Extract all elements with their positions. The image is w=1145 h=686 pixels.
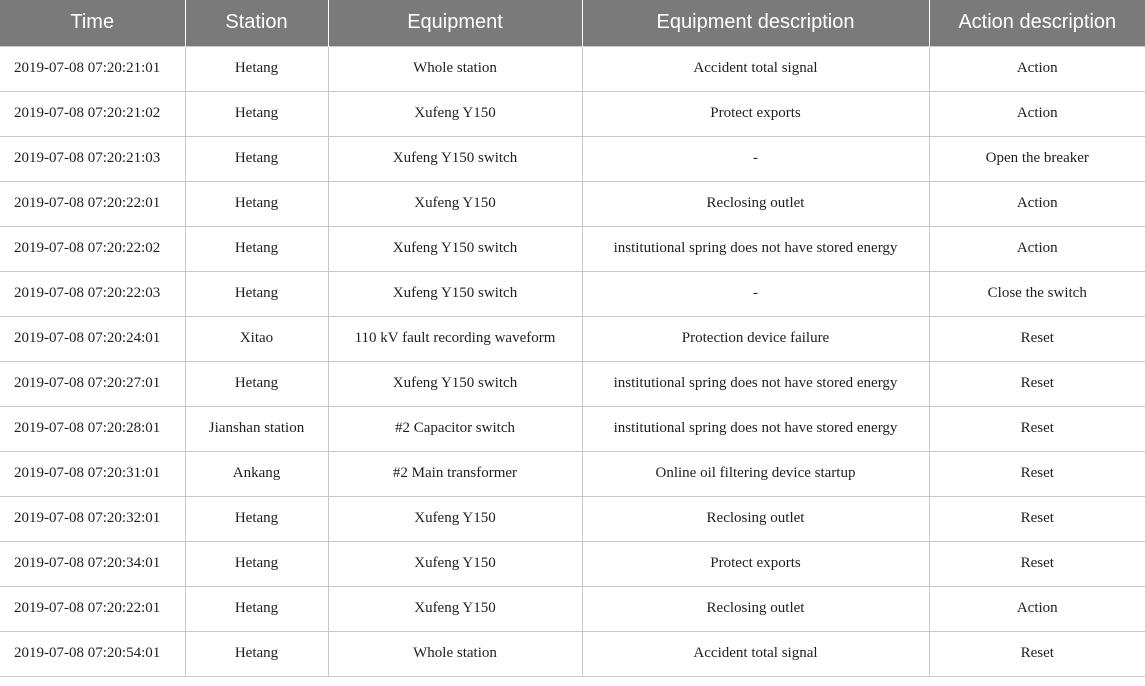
cell-equipment: #2 Capacitor switch (328, 406, 582, 451)
cell-time: 2019-07-08 07:20:27:01 (0, 361, 185, 406)
cell-equipment: Xufeng Y150 switch (328, 136, 582, 181)
cell-equipment-description: Reclosing outlet (582, 586, 929, 631)
cell-time: 2019-07-08 07:20:32:01 (0, 496, 185, 541)
table-row (0, 586, 1145, 631)
table-row (0, 451, 1145, 496)
cell-station: Hetang (185, 586, 328, 631)
table-row (0, 181, 1145, 226)
cell-equipment: Xufeng Y150 (328, 496, 582, 541)
cell-station: Hetang (185, 361, 328, 406)
cell-station: Hetang (185, 496, 328, 541)
cell-equipment-description: - (582, 271, 929, 316)
table-row (0, 496, 1145, 541)
cell-station: Xitao (185, 316, 328, 361)
cell-time: 2019-07-08 07:20:21:03 (0, 136, 185, 181)
cell-equipment-description: Reclosing outlet (582, 496, 929, 541)
cell-equipment-description: - (582, 136, 929, 181)
cell-action-description: Reset (929, 451, 1145, 496)
header-station: Station (185, 0, 328, 46)
cell-station: Hetang (185, 136, 328, 181)
cell-equipment-description: institutional spring does not have stored energy (582, 406, 929, 451)
cell-equipment: Xufeng Y150 switch (328, 361, 582, 406)
table-row (0, 136, 1145, 181)
cell-equipment: Whole station (328, 46, 582, 91)
cell-equipment-description: institutional spring does not have stored energy (582, 226, 929, 271)
cell-station: Hetang (185, 631, 328, 676)
cell-station: Hetang (185, 541, 328, 586)
cell-equipment: Whole station (328, 631, 582, 676)
cell-action-description: Action (929, 46, 1145, 91)
cell-station: Hetang (185, 181, 328, 226)
header-action-description: Action description (929, 0, 1145, 46)
cell-equipment: Xufeng Y150 (328, 91, 582, 136)
cell-action-description: Close the switch (929, 271, 1145, 316)
cell-time: 2019-07-08 07:20:22:02 (0, 226, 185, 271)
table-row (0, 91, 1145, 136)
header-row (0, 0, 1145, 46)
cell-action-description: Open the breaker (929, 136, 1145, 181)
cell-action-description: Action (929, 586, 1145, 631)
cell-station: Ankang (185, 451, 328, 496)
cell-equipment: Xufeng Y150 (328, 181, 582, 226)
cell-station: Hetang (185, 226, 328, 271)
cell-time: 2019-07-08 07:20:22:01 (0, 586, 185, 631)
table-row (0, 271, 1145, 316)
cell-station: Hetang (185, 46, 328, 91)
cell-equipment-description: institutional spring does not have stored energy (582, 361, 929, 406)
table-row (0, 541, 1145, 586)
cell-equipment: Xufeng Y150 (328, 541, 582, 586)
cell-action-description: Action (929, 226, 1145, 271)
cell-time: 2019-07-08 07:20:34:01 (0, 541, 185, 586)
cell-action-description: Reset (929, 361, 1145, 406)
cell-time: 2019-07-08 07:20:22:03 (0, 271, 185, 316)
cell-station: Hetang (185, 271, 328, 316)
cell-equipment-description: Protect exports (582, 541, 929, 586)
cell-station: Jianshan station (185, 406, 328, 451)
table-row (0, 361, 1145, 406)
cell-equipment: 110 kV fault recording waveform (328, 316, 582, 361)
cell-time: 2019-07-08 07:20:24:01 (0, 316, 185, 361)
cell-action-description: Reset (929, 631, 1145, 676)
cell-action-description: Action (929, 91, 1145, 136)
cell-time: 2019-07-08 07:20:31:01 (0, 451, 185, 496)
cell-time: 2019-07-08 07:20:21:02 (0, 91, 185, 136)
cell-station: Hetang (185, 91, 328, 136)
table-row (0, 226, 1145, 271)
cell-equipment-description: Protect exports (582, 91, 929, 136)
cell-time: 2019-07-08 07:20:54:01 (0, 631, 185, 676)
cell-equipment-description: Accident total signal (582, 46, 929, 91)
cell-action-description: Reset (929, 496, 1145, 541)
cell-equipment-description: Protection device failure (582, 316, 929, 361)
cell-time: 2019-07-08 07:20:28:01 (0, 406, 185, 451)
header-time: Time (0, 0, 185, 46)
table-header (0, 0, 1145, 46)
table-row (0, 406, 1145, 451)
cell-equipment-description: Online oil filtering device startup (582, 451, 929, 496)
cell-equipment: Xufeng Y150 switch (328, 226, 582, 271)
cell-time: 2019-07-08 07:20:21:01 (0, 46, 185, 91)
cell-action-description: Action (929, 181, 1145, 226)
table-row (0, 46, 1145, 91)
cell-action-description: Reset (929, 541, 1145, 586)
table-body (0, 46, 1145, 676)
header-equipment-description: Equipment description (582, 0, 929, 46)
cell-equipment-description: Reclosing outlet (582, 181, 929, 226)
cell-action-description: Reset (929, 406, 1145, 451)
cell-equipment-description: Accident total signal (582, 631, 929, 676)
cell-equipment: #2 Main transformer (328, 451, 582, 496)
table-row (0, 631, 1145, 676)
header-equipment: Equipment (328, 0, 582, 46)
cell-equipment: Xufeng Y150 switch (328, 271, 582, 316)
table-row (0, 316, 1145, 361)
cell-time: 2019-07-08 07:20:22:01 (0, 181, 185, 226)
cell-equipment: Xufeng Y150 (328, 586, 582, 631)
cell-action-description: Reset (929, 316, 1145, 361)
